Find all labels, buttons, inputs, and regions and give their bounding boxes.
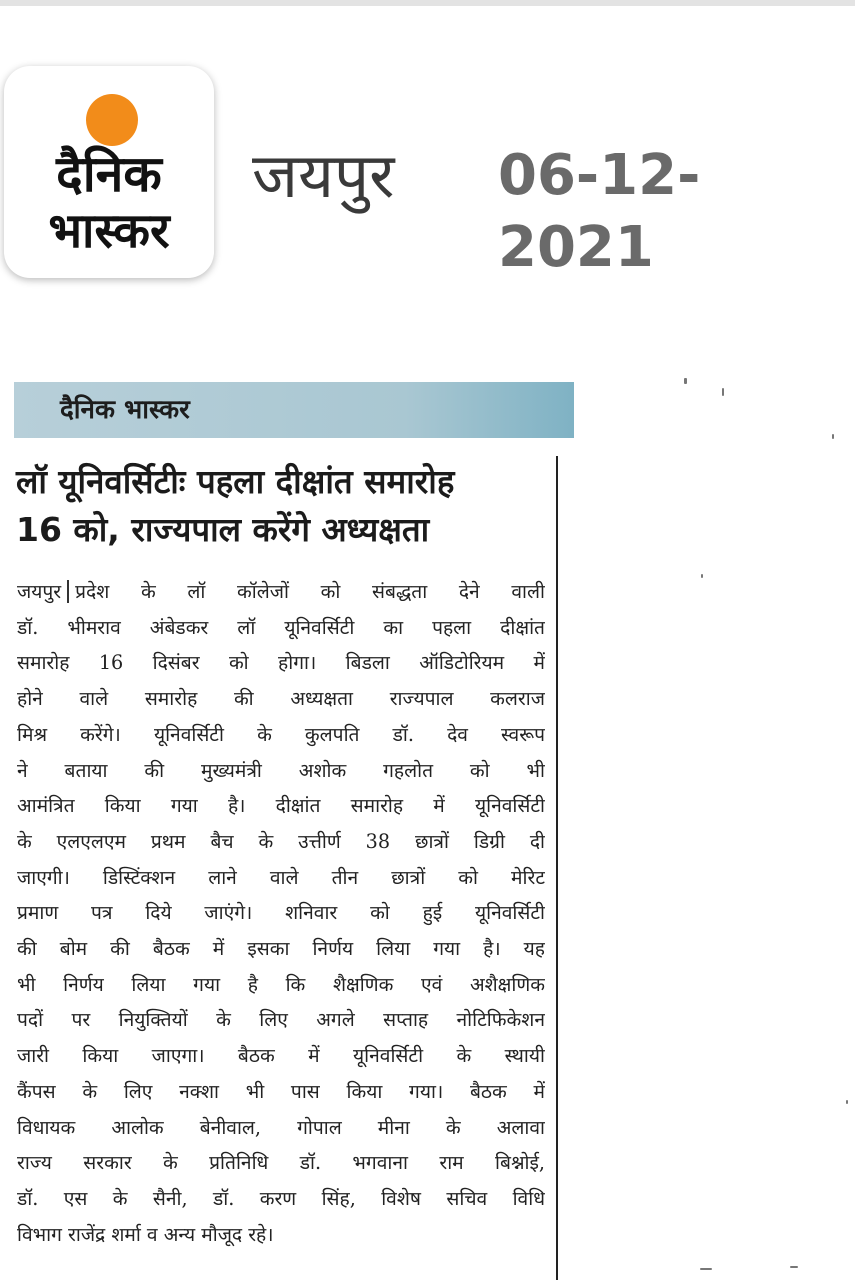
clipping-source-label: दैनिक भास्कर bbox=[60, 395, 190, 425]
sun-icon bbox=[86, 94, 138, 146]
edition-date: 06-12-2021 bbox=[498, 143, 701, 280]
scan-speck bbox=[832, 434, 834, 439]
scan-speck bbox=[846, 1100, 848, 1104]
scan-speck bbox=[684, 378, 687, 384]
body-line: होने वाले समारोह की अध्यक्षता राज्यपाल कलराज bbox=[17, 687, 545, 711]
body-line: राज्य सरकार के प्रतिनिधि डॉ. भगवाना राम बिश्नोई, bbox=[17, 1151, 545, 1175]
scan-speck bbox=[700, 1268, 712, 1270]
body-line: भी निर्णय लिया गया है कि शैक्षणिक एवं अशैक्षणिक bbox=[17, 972, 545, 996]
dainik-bhaskar-logo bbox=[4, 66, 214, 278]
article-headline bbox=[16, 458, 546, 554]
body-line: कैंपस के लिए नक्शा भी पास किया गया। बैठक में bbox=[17, 1079, 545, 1103]
body-line: जयपुर प्रदेश के लॉ कॉलेजों को संबद्धता देने वाली bbox=[17, 580, 545, 603]
logo-text-line1: दैनिक bbox=[56, 145, 162, 203]
headline-line: लॉ यूनिवर्सिटीः पहला दीक्षांत समारोह bbox=[16, 462, 455, 501]
body-line: जाएगी। डिस्टिंक्शन लाने वाले तीन छात्रों को मेरिट bbox=[17, 865, 545, 889]
body-line: की बोम की बैठक में इसका निर्णय लिया गया है। यह bbox=[17, 937, 545, 961]
city-title: जयपुर bbox=[252, 139, 395, 212]
scan-speck bbox=[790, 1266, 798, 1268]
scan-speck bbox=[722, 388, 724, 396]
scan-speck bbox=[701, 574, 703, 578]
body-line: डॉ. भीमराव अंबेडकर लॉ यूनिवर्सिटी का पहला दीक्षांत bbox=[17, 615, 545, 639]
body-line: समारोह 16 दिसंबर को होगा। बिडला ऑडिटोरियम में bbox=[17, 651, 545, 675]
body-line: पदों पर नियुक्तियों के लिए अगले सप्ताह नोटिफिकेशन bbox=[17, 1008, 545, 1032]
body-line: के एलएलएम प्रथम बैच के उत्तीर्ण 38 छात्रों डिग्री दी bbox=[17, 829, 545, 853]
body-line: आमंत्रित किया गया है। दीक्षांत समारोह में यूनिवर्सिटी bbox=[17, 794, 545, 818]
article-body bbox=[17, 574, 545, 1252]
body-line: प्रमाण पत्र दिये जाएंगे। शनिवार को हुई यूनिवर्सिटी bbox=[17, 901, 545, 925]
dateline: जयपुर bbox=[17, 580, 69, 603]
headline-line: 16 को, राज्यपाल करेंगे अध्यक्षता bbox=[16, 510, 430, 549]
body-line: मिश्र करेंगे। यूनिवर्सिटी के कुलपति डॉ. देव स्वरूप bbox=[17, 722, 545, 746]
body-line: डॉ. एस के सैनी, डॉ. करण सिंह, विशेष सचिव विधि bbox=[17, 1186, 545, 1210]
body-line: विधायक आलोक बेनीवाल, गोपाल मीना के अलावा bbox=[17, 1115, 545, 1139]
column-divider bbox=[556, 456, 558, 1280]
logo-text-line2: भास्कर bbox=[48, 203, 170, 259]
body-line: विभाग राजेंद्र शर्मा व अन्य मौजूद रहे। bbox=[17, 1222, 274, 1246]
body-line: ने बताया की मुख्यमंत्री अशोक गहलोत को भी bbox=[17, 758, 545, 782]
body-line: जारी किया जाएगा। बैठक में यूनिवर्सिटी के स्थायी bbox=[17, 1044, 545, 1068]
clipping-header-band bbox=[14, 382, 574, 438]
top-border bbox=[0, 0, 855, 6]
